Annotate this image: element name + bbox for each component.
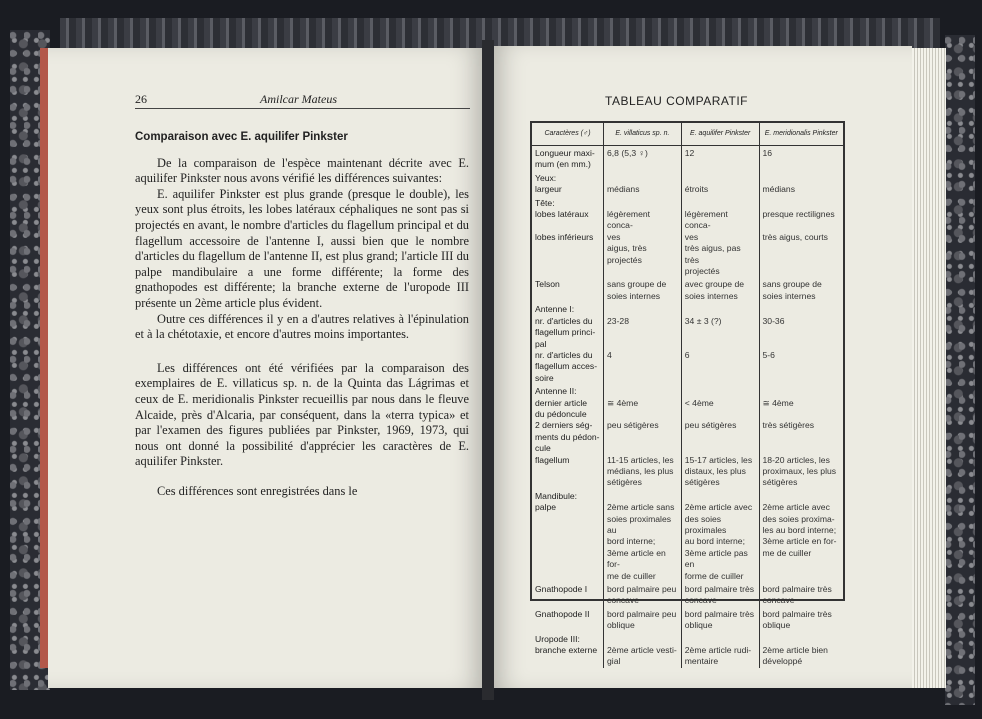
table-cell: légèrement conca- ves très aigus, pas très projectés [681, 196, 759, 278]
table-cell: bord palmaire très oblique [681, 607, 759, 632]
table-cell: légèrement conca- ves aigus, très projectés [604, 196, 682, 278]
table-cell: 2ème article avec des soies proximales au bord interne; 3ème article pas en forme de cuiller [681, 489, 759, 582]
page-number: 26 [135, 92, 147, 106]
row-label-cell: Uropode III: branche externe [532, 632, 604, 668]
row-label-cell: Gnathopode I [532, 582, 604, 607]
book-gutter [482, 40, 494, 700]
column-header: E. meridionalis Pinkster [759, 123, 843, 146]
table-cell: presque rectilignes très aigus, courts [762, 209, 835, 242]
table-cell: médians [604, 171, 682, 196]
table-row [532, 196, 843, 278]
table-cell: étroits [681, 171, 759, 196]
table-cell: bord palmaire très concave [762, 584, 832, 606]
table-cell: bord palmaire peu oblique [604, 607, 682, 632]
table-cell: sans groupe de soies internes [762, 279, 822, 301]
table-row [532, 384, 843, 489]
table-cell: 2ème article bien développé [762, 645, 828, 667]
table-row [532, 607, 843, 632]
table-cell: ≅ 4ème peu sétigères 11-15 articles, les médians, les plus sétigères [604, 384, 682, 489]
row-label-cell: Mandibule: palpe [532, 489, 604, 582]
table-cell: médians [762, 184, 795, 195]
column-header: E. aquilifer Pinkster [681, 123, 759, 146]
column-header: E. villaticus sp. n. [604, 123, 682, 146]
table-cell: bord palmaire très concave [681, 582, 759, 607]
table-cell: avec groupe de soies internes [681, 277, 759, 302]
paragraph: Ces différences sont enregistrées dans le [157, 483, 358, 498]
row-label-cell: Telson [532, 277, 604, 302]
table-cell: 2ème article sans soies proximales au bord interne; 3ème article en for- me de cuiller [604, 489, 682, 582]
running-head-author: Amilcar Mateus [260, 92, 337, 106]
row-label-cell: Antenne I: nr. d'articles du flagellum princi- pal nr. d'articles du flagellum acces- soire [532, 302, 604, 384]
column-header: Caractères (♂) [532, 123, 604, 146]
left-running-header [135, 92, 470, 109]
table-row [532, 277, 843, 302]
table-cell: 34 ± 3 (?) 6 [681, 302, 759, 384]
row-label-cell: Antenne II: dernier article du pédoncule 2 derniers ség- ments du pédon- cule flagellum [532, 384, 604, 489]
table-cell: 16 [762, 148, 773, 158]
table-row [532, 146, 843, 171]
table-cell: 6,8 (5,3 ♀) [604, 146, 682, 171]
table-heading: TABLEAU COMPARATIF [605, 94, 749, 108]
marbled-cover-right [945, 35, 975, 705]
table-row [532, 632, 843, 668]
table-cell: 2ème article rudi- mentaire [681, 632, 759, 668]
paragraph: De la comparaison de l'espèce maintenant décrite avec E. aquilifer Pinkster nous avons vérifié les différences suivantes: [135, 155, 469, 186]
row-label-cell: Longueur maxi- mum (en mm.) [532, 146, 604, 171]
table-cell: bord palmaire très oblique [762, 608, 832, 631]
paragraph: Les différences ont été vérifiées par la comparaison des exemplaires de E. villaticus sp. n. de la Quinta das Lágrimas et ceux de E. meridionalis Pinkster recueillis par nous dans le fleuve Alcaide, près d'Alcaria, par conséquent, dans la «terra typica» et par l'examen des figures publiées par Pinkster, 1969, 1973, qui nous ont donné la possibilité d'apprécier les caractères de E. aquilifer Pinkster. [135, 360, 469, 469]
table-cell: 12 [681, 146, 759, 171]
row-label-cell: Yeux: largeur [532, 171, 604, 196]
table-cell: sans groupe de soies internes [604, 277, 682, 302]
table-row [532, 582, 843, 607]
table-row [532, 489, 843, 582]
section-title: Comparaison avec E. aquilifer Pinkster [135, 131, 348, 143]
table-cell: bord palmaire peu concave [604, 582, 682, 607]
left-body-text [135, 130, 469, 510]
table-cell: 23-28 4 [604, 302, 682, 384]
table-header-row [532, 123, 843, 146]
table-row [532, 302, 843, 384]
row-label-cell: Tête: lobes latéraux lobes inférieurs [532, 196, 604, 278]
comparison-table [530, 121, 845, 667]
table-cell: 2ème article avec des soies proxima- les au bord interne; 3ème article en for- me de cuiller [762, 502, 837, 558]
page-stack [912, 48, 946, 688]
page-red-edge [40, 48, 48, 668]
table-row [532, 171, 843, 196]
row-label-cell: Gnathopode II [532, 607, 604, 632]
table-cell: 2ème article vesti- gial [604, 632, 682, 668]
table-cell: < 4ème peu sétigères 15-17 articles, les distaux, les plus sétigères [681, 384, 759, 489]
table-cell: 30-36 5-6 [762, 315, 785, 360]
paragraph: Outre ces différences il y en a d'autres relatives à l'épinulation et à la chétotaxie, et encore d'autres moins importantes. [135, 311, 469, 342]
table-cell: ≅ 4ème très sétigères 18-20 articles, les proximaux, les plus sétigères [762, 397, 837, 488]
paragraph: E. aquilifer Pinkster est plus grande (presque le double), les yeux sont plus étroits, les lobes latéraux céphaliques ne sont pas si projectés en avant, le nombre d'articles du flagellum principal et du flagellum accessoire de l'antenne I, aussi bien que le nombre d'articles du flagellum de l'antenne II, est plus grand; l'article III du palpe mandibulaire a une forme différente; la forme des gnathopodes est différente; la branche externe de l'uropode III présente un 2ème article plus évident. [135, 186, 469, 310]
